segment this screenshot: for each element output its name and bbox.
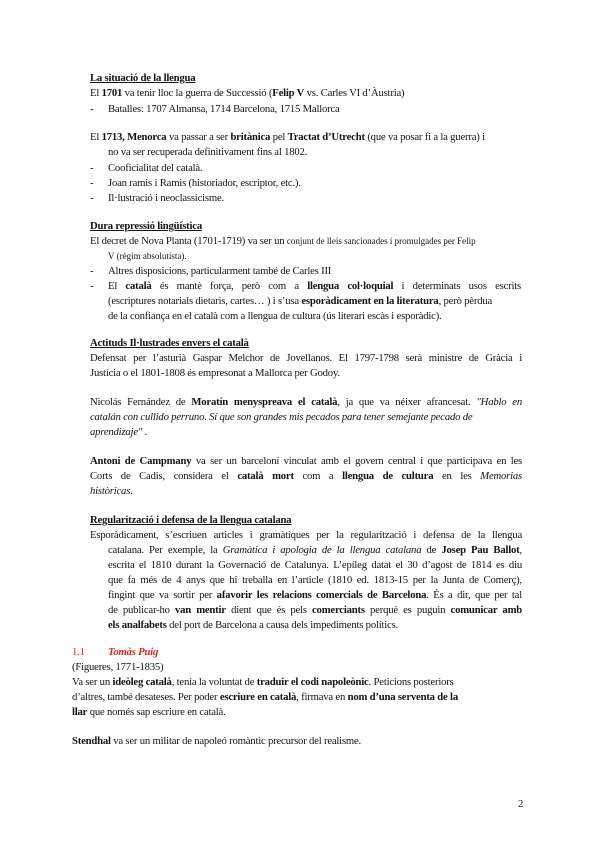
paragraph-line: de publicar-ho van mentir dient que és pels comerciants perquè es puguin comunicar amb [108, 604, 523, 616]
paragraph-line: els analfabets del port de Barcelona a causa dels impediments polítics. [108, 619, 399, 631]
section-heading-regularitzacio: Regularització i defensa de la llengua catalana [90, 514, 292, 526]
paragraph-line: no va ser recuperada definitivament fins al 1802. [108, 146, 308, 158]
bullet-dash: - [90, 192, 94, 204]
paragraph-line: històricas. [90, 485, 133, 497]
bullet-dash: - [90, 280, 94, 292]
paragraph-line: Antoni de Campmany va ser un barceloní vinculat amb el govern central i que participava en les [90, 455, 523, 467]
paragraph-line: El 1713, Menorca va passar a ser britànica pel Tractat d’Utrecht (que va posar fi a la guerra) i [90, 131, 485, 143]
paragraph-line: Stendhal va ser un militar de napoleó romàntic precursor del realisme. [72, 735, 362, 747]
section-heading-il-lustrades: Actituds Il·lustrades envers el català [90, 337, 249, 349]
bullet-item: Batalles: 1707 Almansa, 1714 Barcelona, 1715 Mallorca [108, 103, 340, 115]
bullet-item: El català és mantè força, però com a llengua col·loquial i determinats usos escrits [108, 280, 521, 292]
paragraph-line: d’altres, també desateses. Per poder escriure en català, firmava en nom d’una serventa de la [72, 691, 458, 703]
bullet-item: Joan ramis i Ramis (historiador, escriptor, etc.). [108, 177, 301, 189]
quote-line: catalán con cullido perruno. Sí que son grandes mis pecados para tener semejante pecado de [90, 411, 473, 423]
paragraph-line: Justícia o el 1801-1808 és empresonat a Mallorca per Godoy. [90, 367, 340, 379]
quote-line: aprendizaje" . [90, 426, 148, 438]
bullet-dash: - [90, 162, 94, 174]
paragraph-line: catalana. Per exemple, la Gramàtica i apologia de la llengua catalana de Josep Pau Ballot, [108, 544, 522, 556]
paragraph-line: El 1701 va tenir lloc la guerra de Successió (Felip V vs. Carles VI d’Àustria) [90, 87, 405, 99]
paragraph-line: de la confiança en el català com a llengua de cultura (ús literari escàs i esporàdic). [108, 310, 442, 322]
paragraph-line: que fa més de 4 anys que hi treballa en l’article (1810 ed. 1813-15 per la Junta de Comerç), [108, 574, 522, 586]
section-heading-repressio: Dura repressió lingüística [90, 220, 202, 232]
bullet-item: Cooficialitat del català. [108, 162, 203, 174]
paragraph-line: llar que només sap escriure en català. [72, 706, 226, 718]
subsection-title: Tomàs Puig [108, 646, 159, 658]
bullet-item: Il·lustració i neoclassicisme. [108, 192, 224, 204]
paragraph-line: (escriptures notarials dietaris, cartes… ) i s’usa esporàdicament en la literatura, però pèrdua [108, 295, 493, 307]
paragraph-line: fingint que va sortir per afavorir les relacions comercials de Barcelona. És a dir, que per tal [108, 589, 522, 601]
bullet-dash: - [90, 103, 94, 115]
section-heading-situacio: La situació de la llengua [90, 72, 196, 84]
subsection-number: 1.1 [72, 646, 85, 658]
paragraph-line: Defensat per l’asturià Gaspar Melchor de Jovellanos. El 1797-1798 serà ministre de Gràcia i [90, 352, 522, 364]
paragraph-line: Corts de Cadis, considera el català mort com a llengua de cultura en les Memorias [90, 470, 522, 482]
subsection-subtitle: (Figueres, 1771-1835) [72, 661, 164, 673]
bullet-item: Altres disposicions, particularment també de Carles III [108, 265, 332, 277]
paragraph-line: El decret de Nova Planta (1701-1719) va ser un conjunt de lleis sancionades i promulgades per Felip [90, 235, 476, 247]
bullet-dash: - [90, 265, 94, 277]
paragraph-line: Va ser un ideòleg català, tenia la voluntat de traduir el codi napoleònic. Peticions posteriors [72, 676, 454, 688]
paragraph-line: escrita el 1810 durant la Governació de Catalunya. L’epíleg datat el 30 d’agost de 1814 es diu [108, 559, 522, 571]
paragraph-line: V (règim absolutista). [108, 251, 187, 261]
bullet-dash: - [90, 177, 94, 189]
paragraph-line: Esporàdicament, s’escriuen articles i gramàtiques per la regularització i defensa de la llengua [90, 529, 522, 541]
paragraph-line: Nicolás Fernández de Moratín menyspreava el català, ja que va néixer afrancesat. "Hablo en [90, 396, 522, 408]
page-number: 2 [518, 798, 524, 810]
